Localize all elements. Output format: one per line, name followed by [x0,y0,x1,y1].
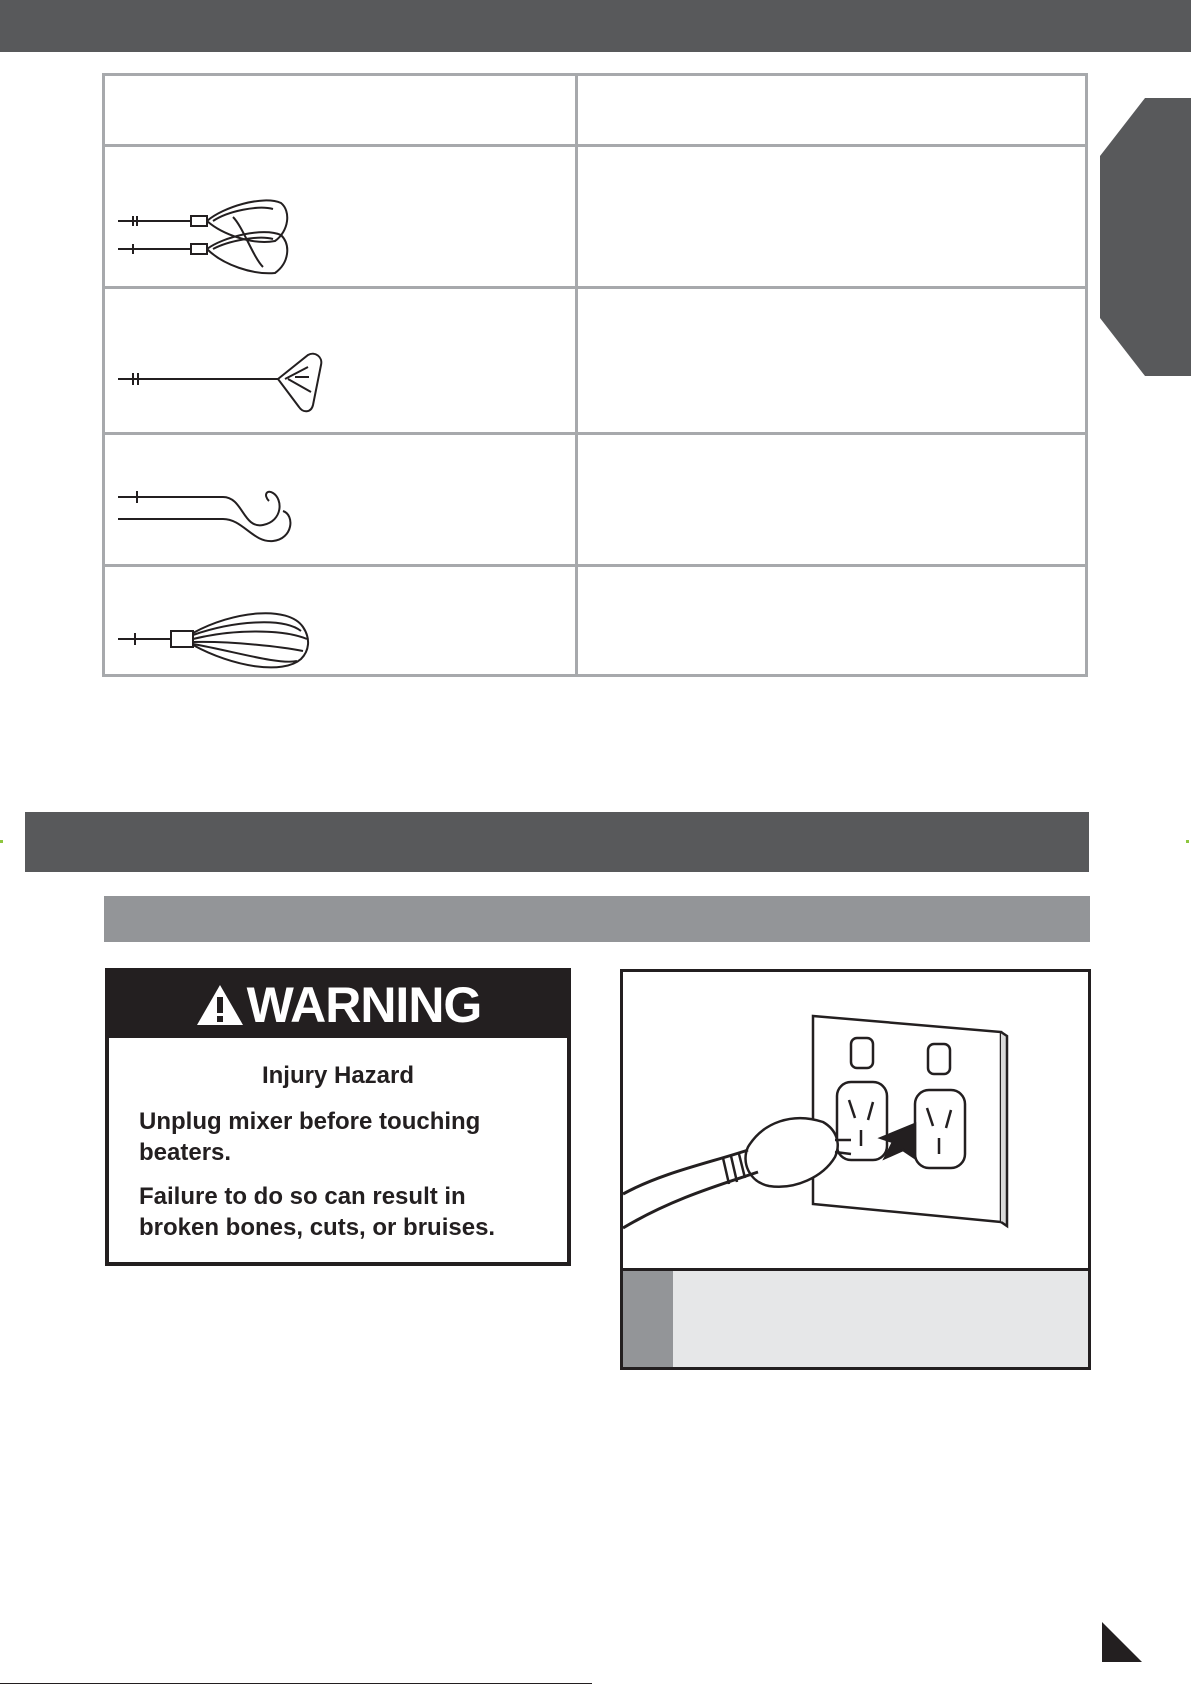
side-tab [1100,98,1191,376]
table-row [105,564,1085,680]
warning-header [109,972,567,1038]
next-page-arrow-icon[interactable] [1102,1622,1142,1662]
table-row [105,286,1085,432]
warning-consequence: Failure to do so can result in broken bones, cuts, or bruises. [139,1183,496,1241]
unplug-figure [620,969,1091,1370]
dough-hooks-icon [113,479,313,549]
figure-step-number [623,1271,673,1367]
warning-signal-word: WARNING [246,977,482,1033]
crop-mark-right [1186,840,1189,843]
crop-mark-left [0,840,3,843]
figure-caption-area [623,1268,1088,1367]
pastry-beater-icon [113,347,323,417]
warning-instruction: Unplug mixer before touching beaters. [139,1108,481,1166]
section-header-bar [25,812,1089,872]
table-header-row [105,73,1085,144]
unplug-outlet-icon [623,972,1088,1265]
warning-box [105,968,571,1266]
table-row [105,144,1085,286]
turbo-beater-icon [113,197,313,277]
warning-title: Injury Hazard [261,1062,415,1089]
accessory-table [102,73,1088,677]
top-header-bar [0,0,1191,52]
warning-triangle-icon [195,983,245,1027]
wire-whisk-icon [113,607,323,677]
subsection-header-bar [104,896,1090,942]
footer-rule [0,1683,592,1684]
table-row [105,432,1085,564]
